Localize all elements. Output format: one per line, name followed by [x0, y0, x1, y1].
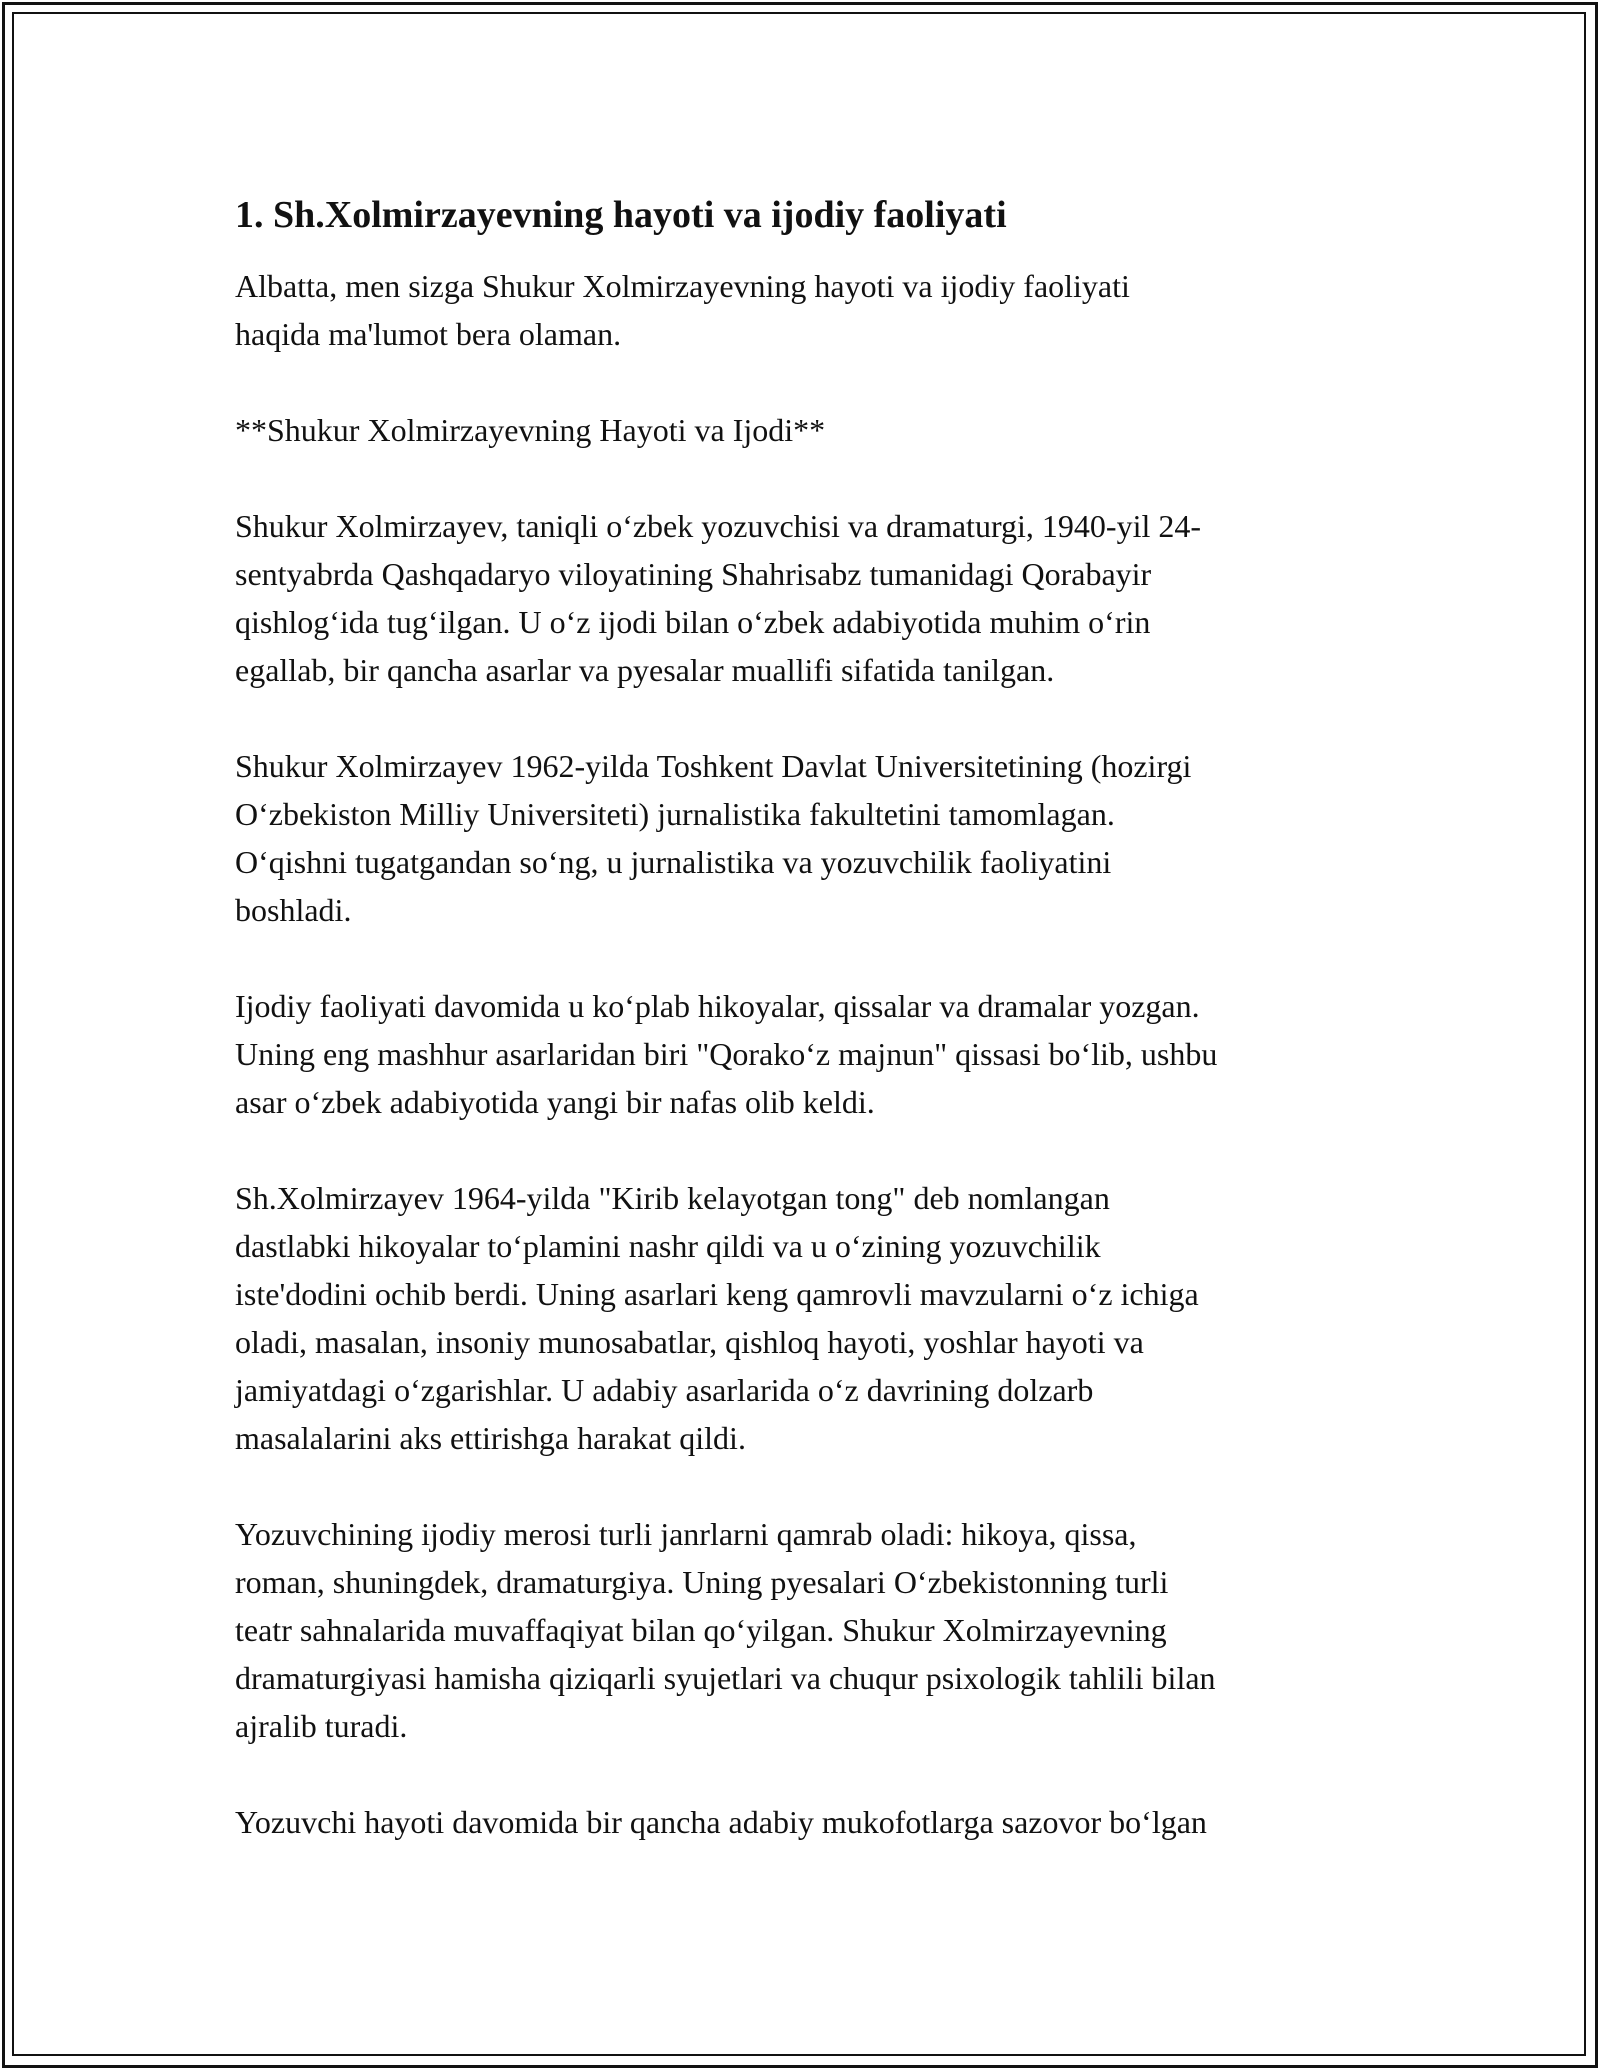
paragraph-line: masalalarini aks ettirishga harakat qildi.: [235, 1420, 746, 1456]
paragraph-line: Uning eng mashhur asarlaridan biri "Qorakoʻz majnun" qissasi boʻlib, ushbu: [235, 1036, 1218, 1072]
paragraph-line: teatr sahnalarida muvaffaqiyat bilan qoʻyilgan. Shukur Xolmirzayevning: [235, 1612, 1167, 1648]
paragraph: [235, 1174, 1365, 1462]
paragraph-line: **Shukur Xolmirzayevning Hayoti va Ijodi**: [235, 412, 826, 448]
paragraph-line: ajralib turadi.: [235, 1708, 408, 1744]
paragraph-line: Shukur Xolmirzayev 1962-yilda Toshkent Davlat Universitetining (hozirgi: [235, 748, 1192, 784]
paragraph-line: haqida ma'lumot bera olaman.: [235, 316, 622, 352]
paragraph-line: oladi, masalan, insoniy munosabatlar, qishloq hayoti, yoshlar hayoti va: [235, 1324, 1144, 1360]
paragraph: [235, 262, 1365, 358]
paragraph-line: dastlabki hikoyalar toʻplamini nashr qildi va u oʻzining yozuvchilik: [235, 1228, 1101, 1264]
paragraph-line: iste'dodini ochib berdi. Uning asarlari keng qamrovli mavzularni oʻz ichiga: [235, 1276, 1199, 1312]
paragraph-line: Ijodiy faoliyati davomida u koʻplab hikoyalar, qissalar va dramalar yozgan.: [235, 988, 1200, 1024]
paragraph-line: egallab, bir qancha asarlar va pyesalar muallifi sifatida tanilgan.: [235, 652, 1055, 688]
paragraph: [235, 502, 1365, 694]
paragraph-line: sentyabrda Qashqadaryo viloyatining Shahrisabz tumanidagi Qorabayir: [235, 556, 1152, 592]
paragraph: [235, 1510, 1365, 1750]
paragraph-line: roman, shuningdek, dramaturgiya. Uning pyesalari Oʻzbekistonning turli: [235, 1564, 1169, 1600]
paragraph: [235, 982, 1365, 1126]
document-page: [235, 188, 1365, 1894]
paragraph-line: Sh.Xolmirzayev 1964-yilda "Kirib kelayotgan tong" deb nomlangan: [235, 1180, 1110, 1216]
paragraph-line: Shukur Xolmirzayev, taniqli oʻzbek yozuvchisi va dramaturgi, 1940-yil 24-: [235, 508, 1201, 544]
paragraph-line: boshladi.: [235, 892, 352, 928]
paragraph-line: qishlogʻida tugʻilgan. U oʻz ijodi bilan oʻzbek adabiyotida muhim oʻrin: [235, 604, 1151, 640]
paragraph-line: Yozuvchi hayoti davomida bir qancha adabiy mukofotlarga sazovor boʻlgan: [235, 1804, 1207, 1840]
paragraph-line: jamiyatdagi oʻzgarishlar. U adabiy asarlarida oʻz davrining dolzarb: [235, 1372, 1094, 1408]
paragraph-line: Yozuvchining ijodiy merosi turli janrlarni qamrab oladi: hikoya, qissa,: [235, 1516, 1137, 1552]
paragraph-line: dramaturgiyasi hamisha qiziqarli syujetlari va chuqur psixologik tahlili bilan: [235, 1660, 1216, 1696]
paragraph-line: asar oʻzbek adabiyotida yangi bir nafas olib keldi.: [235, 1084, 875, 1120]
paragraph: [235, 742, 1365, 934]
paragraph: [235, 406, 1365, 454]
paragraph: [235, 1798, 1365, 1846]
document-title: 1. Sh.Xolmirzayevning hayoti va ijodiy faoliyati: [235, 194, 1007, 236]
paragraph-line: Albatta, men sizga Shukur Xolmirzayevning hayoti va ijodiy faoliyati: [235, 268, 1130, 304]
paragraph-line: Oʻqishni tugatgandan soʻng, u jurnalistika va yozuvchilik faoliyatini: [235, 844, 1112, 880]
paragraph-line: Oʻzbekiston Milliy Universiteti) jurnalistika fakultetini tamomlagan.: [235, 796, 1115, 832]
document-body: [235, 262, 1365, 1846]
